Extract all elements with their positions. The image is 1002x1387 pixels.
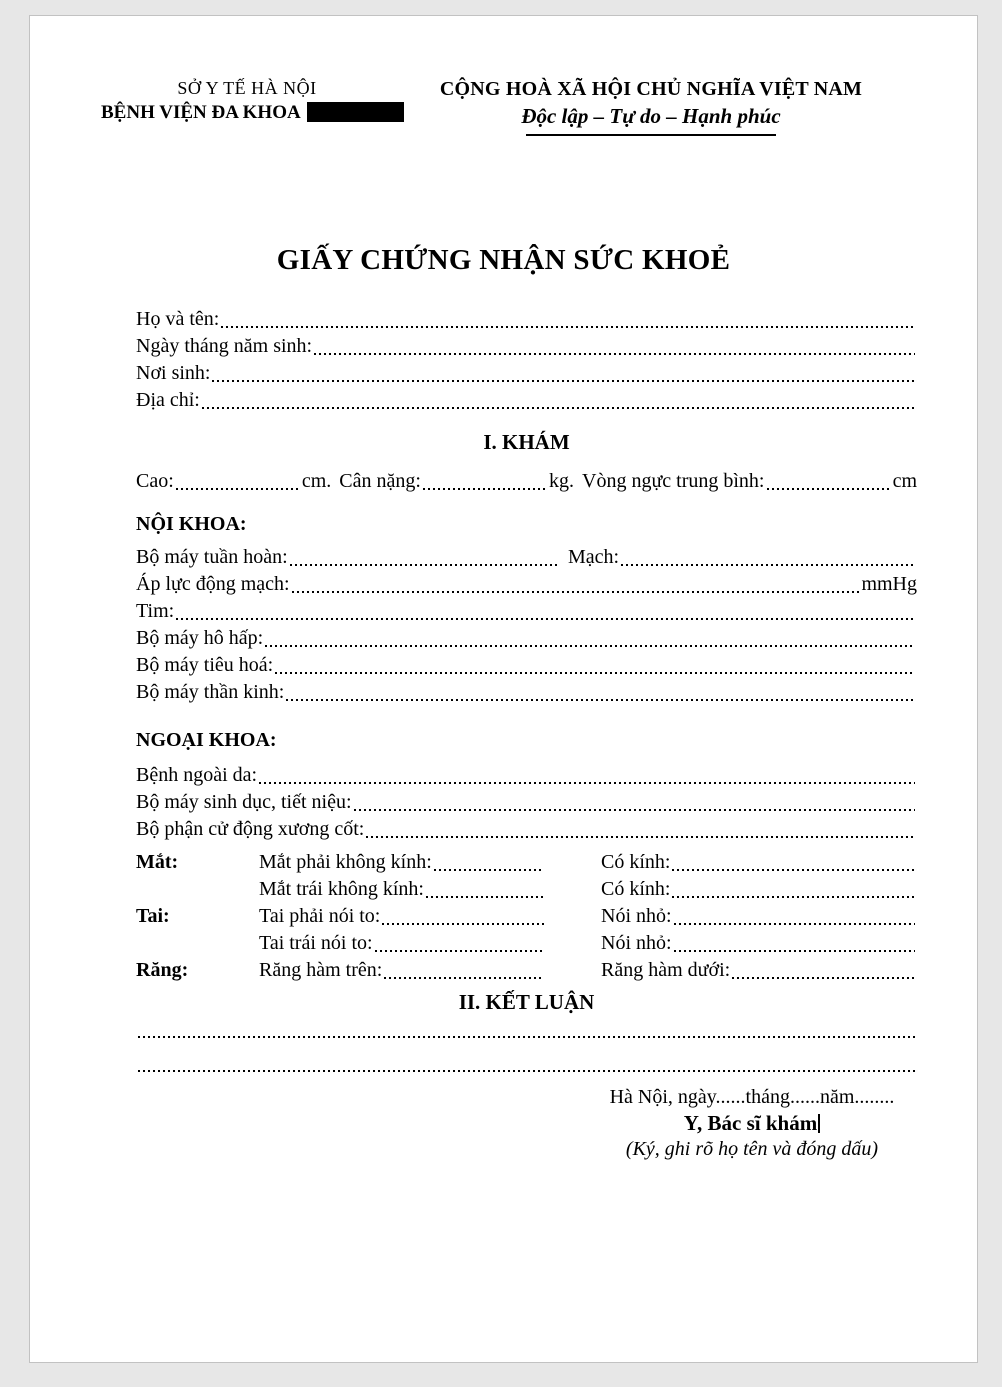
table-cell <box>601 876 917 903</box>
field-segment <box>136 544 560 571</box>
field-row-heart <box>136 598 917 625</box>
table-cell <box>601 930 917 957</box>
dotted-fill-line <box>373 930 546 957</box>
dotted-fill-line <box>288 544 560 571</box>
unit-cm: cm. <box>301 470 332 492</box>
unit-kg: kg. <box>549 470 574 492</box>
field-label: Bệnh ngoài da: <box>136 764 258 786</box>
signer-title: Y, Bác sĩ khám <box>683 1111 818 1135</box>
group-label-teeth: Răng: <box>136 959 189 981</box>
signer-title-line <box>587 1110 917 1136</box>
field-label: Địa chỉ: <box>136 389 200 411</box>
national-motto: Độc lập – Tự do – Hạnh phúc <box>521 104 781 128</box>
dotted-fill-line <box>432 849 546 876</box>
field-label: Bộ phận cử động xương cốt: <box>136 818 365 840</box>
field-label: Ngày tháng năm sinh: <box>136 335 313 357</box>
field-label-pulse: Mạch: <box>568 546 620 568</box>
field-label-weight: Cân nặng: <box>339 470 421 492</box>
table-cell <box>601 903 917 930</box>
field-row-skin <box>136 762 917 789</box>
table-cell <box>601 849 917 876</box>
field-label: Có kính: <box>601 878 671 900</box>
national-header-block <box>401 76 901 136</box>
table-row-eye-right <box>136 849 917 876</box>
field-row-respiratory <box>136 625 917 652</box>
subsection-heading-internal: NỘI KHOA: <box>136 513 247 535</box>
unit-mmhg: mmHg <box>861 573 917 595</box>
issuer-hospital-line <box>101 100 393 126</box>
table-row-eye-left <box>136 876 917 903</box>
field-label-chest: Vòng ngực trung bình: <box>582 470 765 492</box>
subsection-heading-surgical: NGOẠI KHOA: <box>136 729 277 751</box>
document-title: GIẤY CHỨNG NHẬN SỨC KHOẺ <box>276 244 731 276</box>
text-cursor <box>818 1114 820 1133</box>
conclusion-blank-line <box>136 1052 917 1084</box>
field-row-address <box>136 387 917 414</box>
field-row-blood-pressure <box>136 571 917 598</box>
field-label: Răng hàm trên: <box>259 959 383 981</box>
group-label-empty <box>136 930 259 957</box>
issuer-block <box>101 76 393 126</box>
field-label: Có kính: <box>601 851 671 873</box>
table-row-teeth <box>136 957 917 984</box>
internal-rows <box>136 544 917 706</box>
section-heading-conclusion: II. KẾT LUẬN <box>458 990 595 1014</box>
conclusion-blank-line <box>136 1018 917 1050</box>
field-label: Nơi sinh: <box>136 362 211 384</box>
field-label: Bộ máy hô hấp: <box>136 627 264 649</box>
table-cell <box>259 876 601 903</box>
dotted-fill-line <box>424 876 546 903</box>
document-body <box>30 306 977 1162</box>
field-label: Bộ máy thần kinh: <box>136 681 285 703</box>
table-cell <box>259 957 601 984</box>
field-label: Mắt trái không kính: <box>259 878 424 900</box>
dotted-fill-line <box>670 849 917 876</box>
table-row-ear-left <box>136 930 917 957</box>
field-row-circulatory <box>136 544 917 571</box>
field-label: Bộ máy tuần hoàn: <box>136 546 288 568</box>
field-row-full-name <box>136 306 917 333</box>
field-row-date-of-birth <box>136 333 917 360</box>
field-row-nervous <box>136 679 917 706</box>
table-cell <box>259 903 601 930</box>
field-label: Tai trái nói to: <box>259 932 373 954</box>
field-label: Tim: <box>136 600 175 622</box>
group-label-empty <box>136 876 259 903</box>
signature-block <box>587 1084 917 1162</box>
signature-note: (Ký, ghi rõ họ tên và đóng dấu) <box>625 1138 879 1160</box>
field-label-height: Cao: <box>136 470 174 492</box>
dotted-fill-line <box>672 930 917 957</box>
field-label: Nói nhỏ: <box>601 932 672 954</box>
group-label-ears: Tai: <box>136 905 170 927</box>
unit-cm: cm <box>892 470 917 492</box>
dotted-fill-line <box>672 903 917 930</box>
document-header <box>30 16 977 202</box>
document-page[interactable] <box>29 15 978 1363</box>
field-label: Bộ máy sinh dục, tiết niệu: <box>136 791 352 813</box>
field-row-place-of-birth <box>136 360 917 387</box>
field-label: Tai phải nói to: <box>259 905 381 927</box>
surgical-rows <box>136 762 917 843</box>
measurements-row <box>136 468 917 495</box>
group-label-eyes: Mắt: <box>136 851 179 873</box>
date-line: Hà Nội, ngày......tháng......năm........ <box>609 1086 895 1108</box>
issuer-hospital: BỆNH VIỆN ĐA KHOA <box>101 102 301 123</box>
field-label: Mắt phải không kính: <box>259 851 432 873</box>
field-label: Nói nhỏ: <box>601 905 672 927</box>
table-cell <box>259 930 601 957</box>
redaction-box <box>307 102 404 122</box>
dotted-fill-line <box>730 957 917 984</box>
field-row-digestive <box>136 652 917 679</box>
field-row-musculoskeletal <box>136 816 917 843</box>
senses-table <box>136 849 917 984</box>
motto-underline <box>526 134 776 136</box>
dotted-fill-line <box>382 957 546 984</box>
section-heading-exam: I. KHÁM <box>483 430 570 454</box>
field-label: Bộ máy tiêu hoá: <box>136 654 274 676</box>
dotted-fill-line <box>670 876 917 903</box>
table-cell <box>259 849 601 876</box>
table-cell <box>601 957 917 984</box>
table-row-ear-right <box>136 903 917 930</box>
dotted-fill-line <box>380 903 546 930</box>
field-label: Răng hàm dưới: <box>601 959 731 981</box>
country-title: CỘNG HOÀ XÃ HỘI CHỦ NGHĨA VIỆT NAM <box>439 78 863 100</box>
field-label: Họ và tên: <box>136 308 220 330</box>
field-label: Áp lực động mạch: <box>136 573 290 595</box>
field-row-genitourinary <box>136 789 917 816</box>
issuer-department: SỞ Y TẾ HÀ NỘI <box>177 78 317 98</box>
